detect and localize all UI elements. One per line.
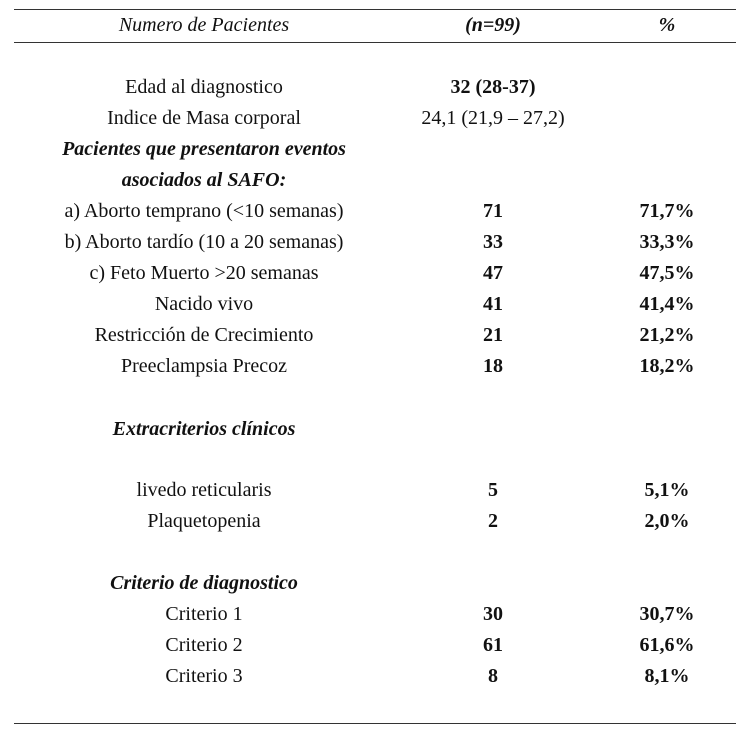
row-value-criterion-2: 61 (483, 634, 503, 656)
row-label-criterion-1: Criterio 1 (165, 603, 243, 625)
row-value-criterion-1: 30 (483, 603, 503, 625)
row-value-fetal-death: 47 (483, 262, 503, 284)
row-label-late-abortion: b) Aborto tardío (10 a 20 semanas) (64, 231, 344, 253)
row-value-live-birth: 41 (483, 293, 503, 315)
row-pct-early-abortion: 71,7% (639, 200, 695, 222)
row-pct-criterion-1: 30,7% (639, 603, 695, 625)
row-label-age: Edad al diagnostico (125, 76, 283, 98)
section-title-extracriteria: Extracriterios clínicos (112, 418, 296, 440)
row-pct-preeclampsia: 18,2% (639, 355, 695, 377)
row-label-live-birth: Nacido vivo (154, 293, 254, 315)
header-col-n: (n=99) (465, 14, 521, 36)
table-bottom-rule (14, 723, 736, 724)
section-title-events-line1: Pacientes que presentaron eventos (62, 138, 346, 160)
row-pct-growth-restriction: 21,2% (639, 324, 695, 346)
row-value-criterion-3: 8 (488, 665, 498, 687)
row-label-thrombocytopenia: Plaquetopenia (147, 510, 261, 532)
row-value-bmi: 24,1 (21,9 – 27,2) (421, 107, 565, 129)
row-value-livedo: 5 (488, 479, 498, 501)
row-label-livedo: livedo reticularis (136, 479, 272, 501)
row-pct-live-birth: 41,4% (639, 293, 695, 315)
row-value-early-abortion: 71 (483, 200, 503, 222)
row-pct-criterion-3: 8,1% (644, 665, 690, 687)
row-value-preeclampsia: 18 (483, 355, 503, 377)
section-title-diagnostic-criteria: Criterio de diagnostico (110, 572, 298, 594)
row-label-criterion-3: Criterio 3 (165, 665, 243, 687)
row-pct-thrombocytopenia: 2,0% (644, 510, 690, 532)
row-label-early-abortion: a) Aborto temprano (<10 semanas) (64, 200, 344, 222)
row-label-preeclampsia: Preeclampsia Precoz (120, 355, 288, 377)
row-label-growth-restriction: Restricción de Crecimiento (94, 324, 314, 346)
row-label-criterion-2: Criterio 2 (165, 634, 243, 656)
row-value-growth-restriction: 21 (483, 324, 503, 346)
section-title-events-line2: asociados al SAFO: (121, 169, 287, 191)
row-pct-criterion-2: 61,6% (639, 634, 695, 656)
row-pct-fetal-death: 47,5% (639, 262, 695, 284)
row-value-age: 32 (28-37) (450, 76, 536, 98)
row-label-bmi: Indice de Masa corporal (107, 107, 301, 129)
header-col-percent: % (658, 14, 676, 36)
row-pct-late-abortion: 33,3% (639, 231, 695, 253)
row-label-fetal-death: c) Feto Muerto >20 semanas (89, 262, 319, 284)
header-col-patients: Numero de Pacientes (118, 14, 290, 36)
table-top-rule (14, 9, 736, 10)
row-pct-livedo: 5,1% (644, 479, 690, 501)
row-value-thrombocytopenia: 2 (488, 510, 498, 532)
header-bottom-rule (14, 42, 736, 43)
row-value-late-abortion: 33 (483, 231, 503, 253)
